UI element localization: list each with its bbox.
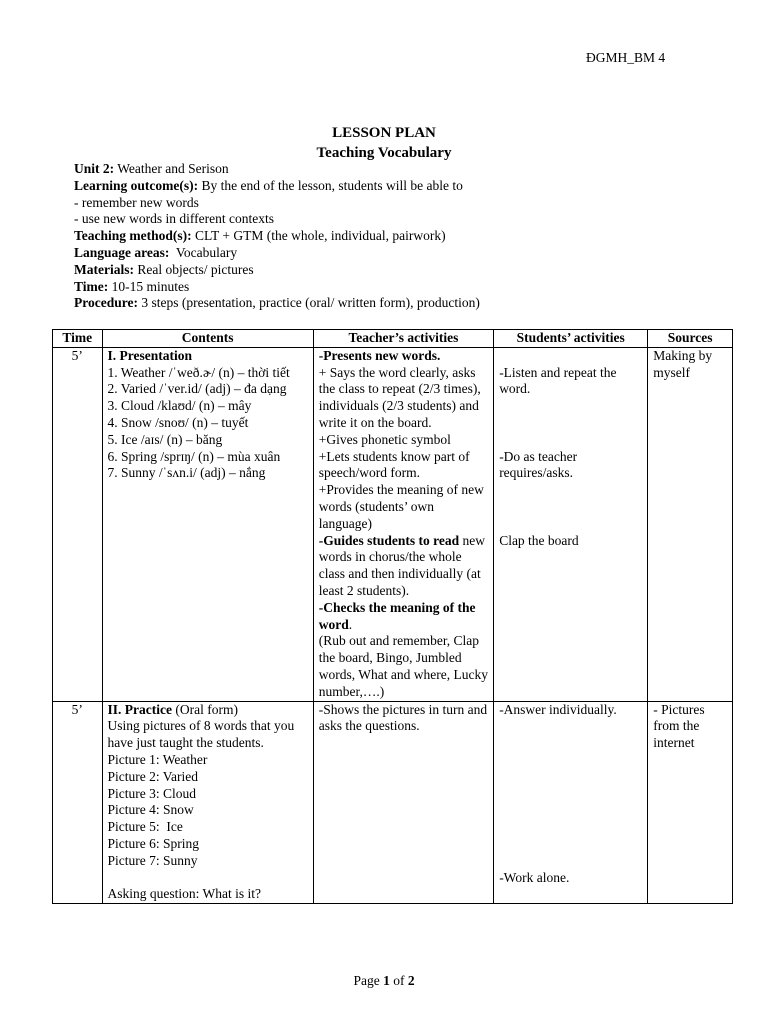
teacher-cell xyxy=(313,347,493,701)
method-label: Teaching method(s): xyxy=(74,228,192,244)
word-item: 3. Cloud /klaʊd/ (n) – mây xyxy=(107,398,252,414)
picture-item: Picture 4: Snow xyxy=(107,802,194,818)
header-teacher: Teacher’s activities xyxy=(313,330,493,348)
teacher-step xyxy=(319,600,488,634)
table-row xyxy=(53,701,733,904)
teacher-step: +Provides the meaning of new words (students’ own language) xyxy=(318,482,484,531)
section-heading-note: (Oral form) xyxy=(171,701,238,717)
materials-label: Materials: xyxy=(74,261,134,277)
teacher-step: +Gives phonetic symbol xyxy=(318,431,451,447)
sources-cell: Making by myself xyxy=(648,347,733,701)
students-cell xyxy=(494,347,648,701)
word-item: 7. Sunny /ˈsʌn.i/ (adj) – nắng xyxy=(107,465,266,481)
picture-item: Picture 1: Weather xyxy=(107,751,208,767)
footer-prefix: Page xyxy=(353,973,384,988)
outcome-item-2: - use new words in different contexts xyxy=(74,211,274,227)
footer-total-pages: 2 xyxy=(407,973,415,988)
teacher-cell: -Shows the pictures in turn and asks the questions. xyxy=(313,701,493,904)
footer-current-page: 1 xyxy=(383,973,390,988)
word-item: 6. Spring /sprɪŋ/ (n) – mùa xuân xyxy=(107,448,281,464)
materials-value: Real objects/ pictures xyxy=(133,261,254,277)
page-subtitle: Teaching Vocabulary xyxy=(316,145,452,161)
procedure-line xyxy=(74,295,734,312)
lesson-table xyxy=(52,329,733,904)
time-value: 10-15 minutes xyxy=(108,278,190,294)
student-activity: -Answer individually. xyxy=(499,701,617,717)
contents-cell xyxy=(102,347,313,701)
section-heading: II. Practice xyxy=(107,701,172,717)
outcome-label: Learning outcome(s): xyxy=(74,177,199,193)
student-activity: -Do as teacher requires/asks. xyxy=(499,448,578,481)
areas-label: Language areas: xyxy=(74,244,170,260)
practice-question: Asking question: What is it? xyxy=(107,886,261,902)
students-cell xyxy=(494,701,648,904)
time-line xyxy=(74,279,734,296)
document-code: ĐGMH_BM 4 xyxy=(586,50,666,65)
picture-item: Picture 2: Varied xyxy=(107,768,198,784)
outcome-line xyxy=(74,178,734,195)
picture-item: Picture 3: Cloud xyxy=(107,785,196,801)
sources-cell: - Pictures from the internet xyxy=(648,701,733,904)
areas-value: Vocabulary xyxy=(169,244,238,260)
student-activity: -Listen and repeat the word. xyxy=(499,364,617,397)
teacher-step-text: . xyxy=(348,616,353,632)
time-cell: 5’ xyxy=(53,347,103,701)
unit-value: Weather and Serison xyxy=(114,161,229,176)
word-item: 1. Weather /ˈweð.ɚ/ (n) – thời tiết xyxy=(107,364,290,380)
areas-line xyxy=(74,245,734,262)
picture-item: Picture 7: Sunny xyxy=(107,852,198,868)
procedure-value: 3 steps (presentation, practice (oral/ written form), production) xyxy=(137,295,480,311)
teacher-step-heading: -Presents new words. xyxy=(318,347,441,363)
method-value: CLT + GTM (the whole, individual, pairwork) xyxy=(191,228,446,244)
table-header-row xyxy=(53,330,733,348)
table-row xyxy=(53,347,733,701)
teacher-step: + Says the word clearly, asks the class to repeat (2/3 times), individuals (2/3 students) and write it on the board. xyxy=(318,364,481,430)
student-activity: Clap the board xyxy=(499,532,579,548)
word-item: 4. Snow /snoʊ/ (n) – tuyết xyxy=(107,414,249,430)
student-activity: -Work alone. xyxy=(499,869,570,885)
header-contents: Contents xyxy=(102,330,313,348)
time-cell: 5’ xyxy=(53,701,103,904)
teacher-step-bold: -Checks the meaning of the word xyxy=(318,599,476,632)
teacher-step: (Rub out and remember, Clap the board, Bingo, Jumbled words, What and where, Lucky number,….) xyxy=(318,633,488,699)
page-footer xyxy=(0,973,768,990)
header-sources: Sources xyxy=(648,330,733,348)
procedure-label: Procedure: xyxy=(74,295,138,311)
unit-label: Unit 2: xyxy=(74,161,115,176)
unit-line xyxy=(74,161,734,178)
lesson-meta xyxy=(74,161,734,312)
materials-line xyxy=(74,262,734,279)
teacher-step-text: new words in chorus/the whole class and then individually (at least 2 students). xyxy=(318,532,486,598)
word-item: 2. Varied /ˈver.id/ (adj) – đa dạng xyxy=(107,381,287,397)
footer-middle: of xyxy=(389,973,408,988)
section-heading: I. Presentation xyxy=(107,347,192,363)
time-label: Time: xyxy=(74,278,109,294)
method-line xyxy=(74,228,734,245)
word-item: 5. Ice /aɪs/ (n) – băng xyxy=(107,431,223,447)
outcome-value: By the end of the lesson, students will be able to xyxy=(198,177,463,193)
header-students: Students’ activities xyxy=(494,330,648,348)
page-title: LESSON PLAN xyxy=(332,125,436,141)
header-time: Time xyxy=(53,330,103,348)
picture-item: Picture 5: Ice xyxy=(107,819,183,835)
teacher-step-bold: -Guides students to read xyxy=(318,532,460,548)
teacher-step: +Lets students know part of speech/word form. xyxy=(318,448,470,481)
contents-cell xyxy=(102,701,313,904)
picture-item: Picture 6: Spring xyxy=(107,835,199,851)
teacher-step xyxy=(319,533,488,600)
outcome-item-1: - remember new words xyxy=(74,194,199,210)
practice-intro: Using pictures of 8 words that you have just taught the students. xyxy=(107,718,295,751)
